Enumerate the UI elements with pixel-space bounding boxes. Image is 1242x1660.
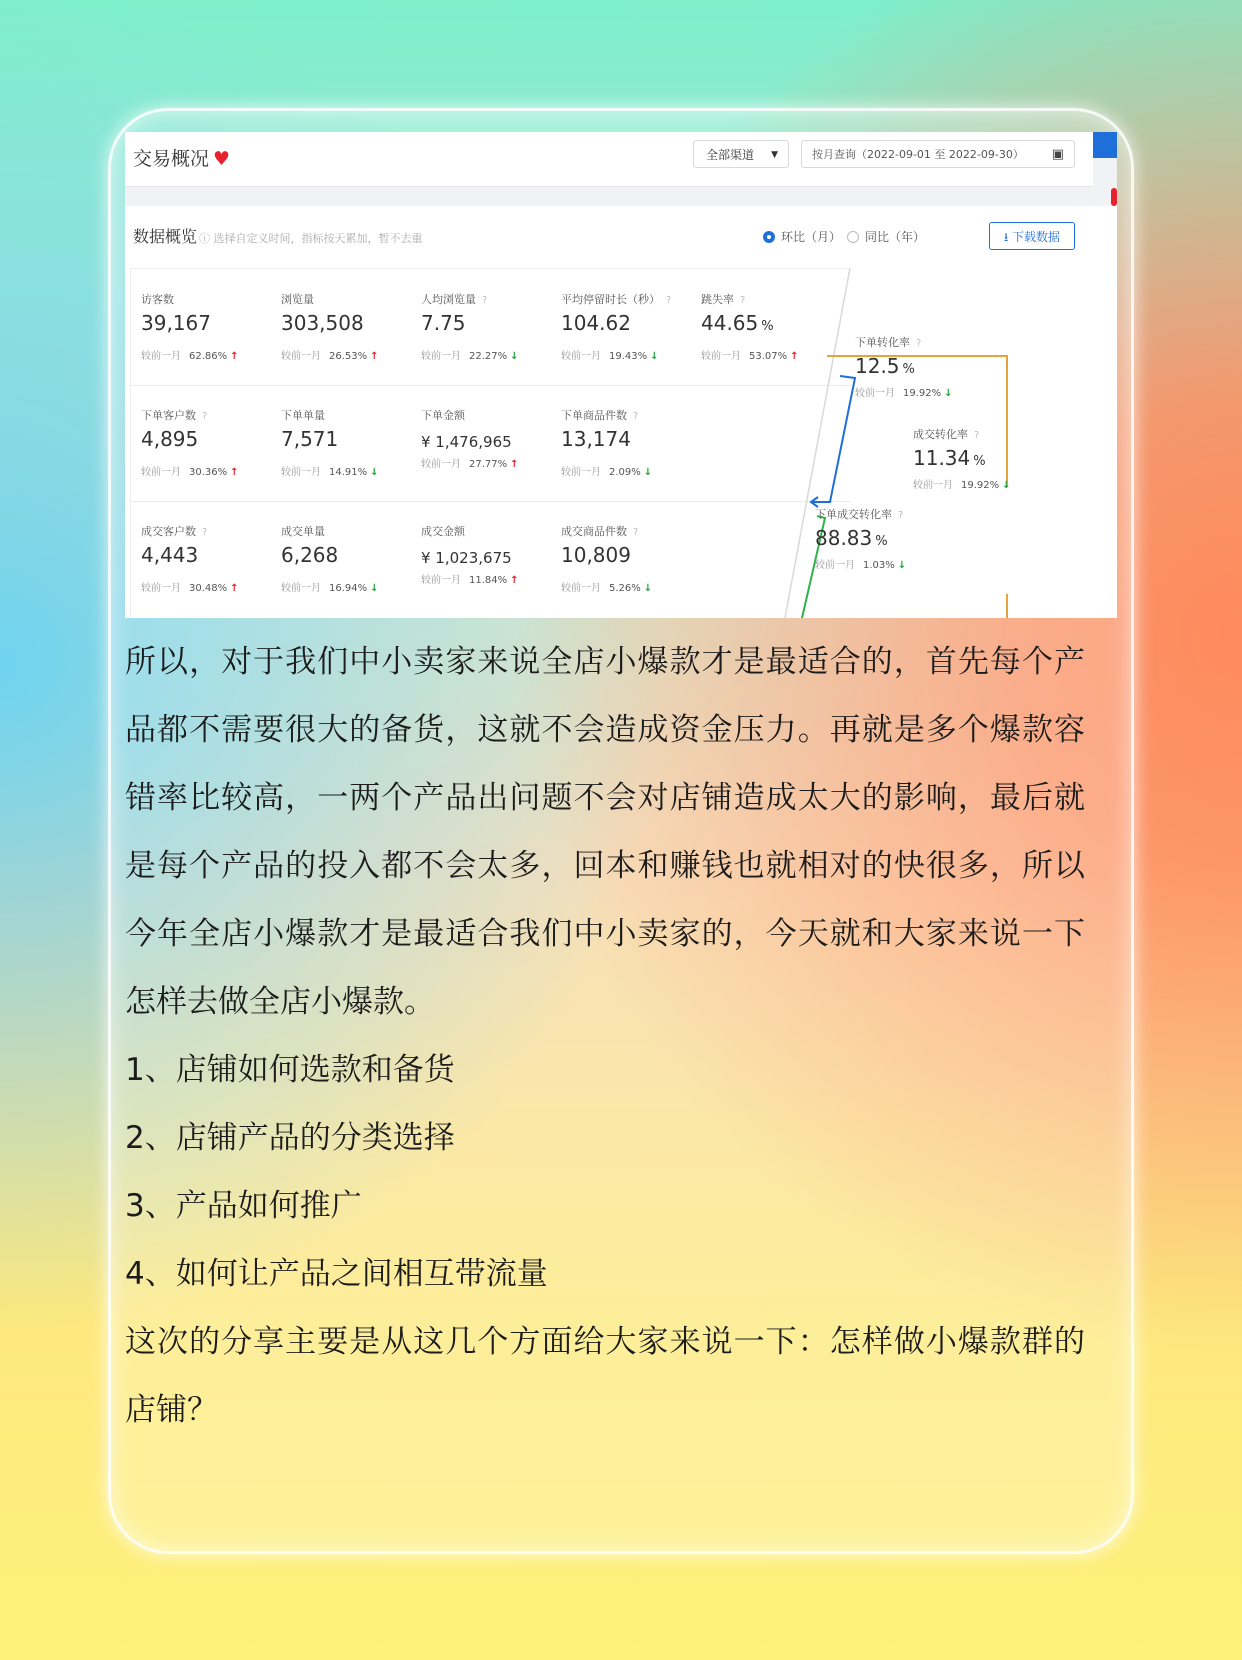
article-body bbox=[125, 628, 1085, 1444]
download-button[interactable]: ⭳ 下载数据 bbox=[989, 222, 1075, 250]
help-icon: ? bbox=[482, 295, 488, 306]
metrics-grid bbox=[130, 268, 851, 618]
arrow-down-icon: ↓ bbox=[1002, 480, 1011, 491]
metric-visitors: 访客数 39,167 较前一月 62.86% ↑ bbox=[141, 293, 239, 362]
help-icon: ? bbox=[202, 527, 208, 538]
metric-avg-duration: 平均停留时长（秒） ? 104.62 较前一月 19.43% ↓ bbox=[561, 293, 672, 362]
help-icon: ? bbox=[974, 430, 980, 441]
metric-deal-count: 成交单量 6,268 较前一月 16.94% ↓ bbox=[281, 525, 379, 594]
arrow-up-icon: ↑ bbox=[370, 351, 379, 362]
arrow-up-icon: ↑ bbox=[510, 459, 519, 470]
arrow-down-icon: ↓ bbox=[897, 560, 907, 571]
conversion-funnel bbox=[765, 206, 1117, 618]
arrow-down-icon: ↓ bbox=[650, 351, 659, 362]
closing-paragraph: 这次的分享主要是从这几个方面给大家来说一下：怎样做小爆款群的店铺？ bbox=[125, 1324, 1085, 1428]
metric-order-amount: 下单金额 ¥ 1,476,965 较前一月 27.77% ↑ bbox=[421, 409, 519, 470]
help-icon: ? bbox=[898, 510, 904, 521]
metrics-row-deals bbox=[131, 501, 851, 617]
overview-note: ⓘ 选择自定义时间，指标按天累加，暂不去重 bbox=[199, 232, 423, 245]
help-icon: ? bbox=[202, 411, 208, 422]
date-range-picker[interactable]: 按月查询（2022-09-01 至 2022-09-30） ▣ bbox=[801, 140, 1075, 168]
funnel-order-conversion: 下单转化率 ? 12.5 % 较前一月 19.92% ↓ bbox=[855, 336, 953, 399]
arrow-up-icon: ↑ bbox=[510, 575, 519, 586]
dashboard-screenshot bbox=[125, 132, 1117, 618]
list-item: 3、产品如何推广 bbox=[125, 1188, 362, 1224]
heart-icon: ♥ bbox=[213, 148, 231, 170]
metric-order-customers: 下单客户数 ? 4,895 较前一月 30.36% ↑ bbox=[141, 409, 239, 478]
metric-deal-amount: 成交金额 ¥ 1,023,675 较前一月 11.84% ↑ bbox=[421, 525, 519, 586]
download-icon: ⭳ bbox=[1003, 230, 1012, 244]
radio-mom[interactable]: 环比（月） bbox=[763, 228, 841, 245]
metric-order-items: 下单商品件数 ? 13,174 较前一月 2.09% ↓ bbox=[561, 409, 653, 478]
arrow-down-icon: ↓ bbox=[944, 388, 953, 399]
metric-deal-items: 成交商品件数 ? 10,809 较前一月 5.26% ↓ bbox=[561, 525, 653, 594]
list-item: 4、如何让产品之间相互带流量 bbox=[125, 1256, 548, 1292]
side-badge bbox=[1111, 188, 1117, 206]
channel-select[interactable]: 全部渠道 ▼ bbox=[693, 140, 789, 168]
radio-yoy[interactable]: 同比（年） bbox=[847, 228, 925, 245]
metric-order-count: 下单单量 7,571 较前一月 14.91% ↓ bbox=[281, 409, 379, 478]
intro-paragraph: 所以，对于我们中小卖家来说全店小爆款才是最适合的，首先每个产品都不需要很大的备货，这就不会造成资金压力。再就是多个爆款容错率比较高，一两个产品出问题不会对店铺造成太大的影响，最后就是每个产品的投入都不会太多，回本和赚钱也就相对的快很多，所以今年全店小爆款才是最适合我们中小卖家的，今天就和大家来说一下怎样去做全店小爆款。 bbox=[125, 644, 1085, 1020]
help-icon: ? bbox=[633, 527, 639, 538]
arrow-up-icon: ↑ bbox=[790, 351, 799, 362]
metrics-row-orders bbox=[131, 385, 851, 502]
help-icon: ? bbox=[916, 338, 922, 349]
arrow-up-icon: ↑ bbox=[230, 583, 239, 594]
list-item: 1、店铺如何选款和备货 bbox=[125, 1052, 455, 1088]
arrow-up-icon: ↑ bbox=[230, 467, 239, 478]
funnel-blue-connector bbox=[813, 376, 855, 502]
arrow-down-icon: ↓ bbox=[510, 351, 519, 362]
metric-bounce-rate: 跳失率 ? 44.65 % 较前一月 53.07% ↑ bbox=[701, 293, 799, 362]
list-item: 2、店铺产品的分类选择 bbox=[125, 1120, 455, 1156]
page-title: 交易概况 ♥ bbox=[133, 148, 231, 170]
help-icon: ? bbox=[633, 411, 639, 422]
info-icon: ⓘ bbox=[199, 232, 214, 245]
arrow-down-icon: ↓ bbox=[643, 467, 653, 478]
calendar-icon: ▣ bbox=[1051, 147, 1064, 162]
metric-deal-customers: 成交客户数 ? 4,443 较前一月 30.48% ↑ bbox=[141, 525, 239, 594]
metric-pageviews: 浏览量 303,508 较前一月 26.53% ↑ bbox=[281, 293, 379, 362]
arrow-down-icon: ↓ bbox=[370, 583, 379, 594]
arrow-down-icon: ↓ bbox=[370, 467, 379, 478]
help-icon: ? bbox=[666, 295, 672, 306]
funnel-deal-conversion: 成交转化率 ? 11.34 % 较前一月 19.92% ↓ bbox=[913, 428, 1011, 491]
arrow-up-icon: ↑ bbox=[230, 351, 239, 362]
overview-title: 数据概览 bbox=[133, 227, 198, 246]
help-icon: ? bbox=[740, 295, 746, 306]
metric-avg-pageviews: 人均浏览量 ? 7.75 较前一月 22.27% ↓ bbox=[421, 293, 519, 362]
side-tab[interactable] bbox=[1093, 132, 1117, 158]
dashboard-header bbox=[125, 132, 1093, 187]
funnel-order-deal-conversion: 下单成交转化率 ? 88.83 % 较前一月 1.03% ↓ bbox=[815, 508, 907, 571]
caret-down-icon: ▼ bbox=[771, 150, 778, 160]
arrow-down-icon: ↓ bbox=[643, 583, 653, 594]
metrics-row-traffic bbox=[131, 269, 851, 386]
